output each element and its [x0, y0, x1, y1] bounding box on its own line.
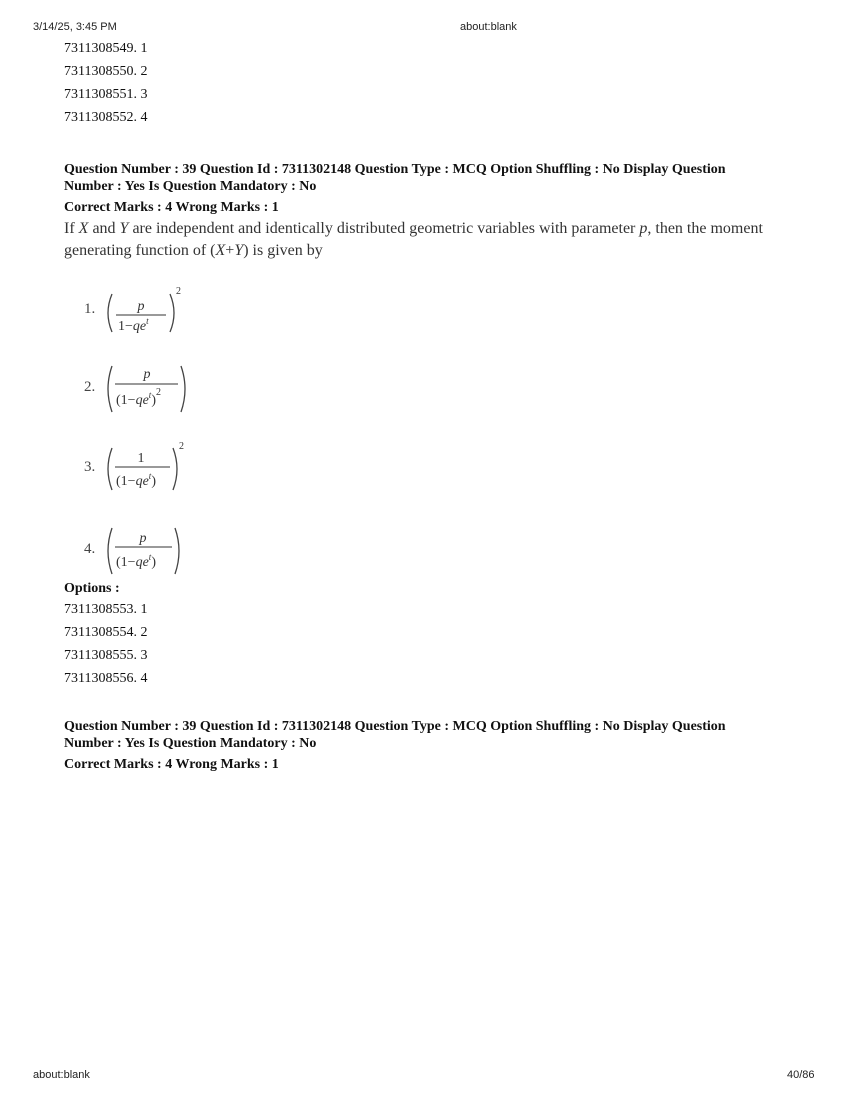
question-marks: Correct Marks : 4 Wrong Marks : 1 — [64, 200, 279, 215]
question-meta — [64, 161, 804, 195]
option-4: 7311308556. 4 — [64, 671, 148, 686]
choice-2 — [80, 358, 200, 425]
next-question-meta-line1: Question Number : 39 Question Id : 7311302148 Question Type : MCQ Option Shuffling : No Display Question — [64, 719, 726, 734]
svg-text:1−qet: $1-qe^t$ — [118, 316, 149, 334]
svg-text:(1−qet): $(1-qe^t)$ — [116, 552, 156, 570]
choice-2-number: 2. — [84, 379, 96, 395]
prev-option-3: 7311308551. 3 — [64, 87, 148, 102]
svg-text:(1−qet): $(1-qe^t)$ — [116, 471, 156, 489]
choice-1 — [80, 282, 200, 349]
next-question-meta-line2: Number : Yes Is Question Mandatory : No — [64, 736, 317, 751]
choice-4-number: 4. — [84, 541, 96, 557]
footer-url: about:blank — [33, 1069, 90, 1081]
choice-1-exponent: 2 — [176, 286, 181, 297]
choice-4 — [80, 520, 200, 587]
prev-option-2: 7311308550. 2 — [64, 64, 148, 79]
choice-2-numerator: p — [143, 367, 151, 382]
next-question-meta — [64, 718, 804, 752]
choice-1-numerator: p — [137, 299, 145, 314]
print-page-title: about:blank — [460, 21, 517, 33]
choice-4-numerator: p — [139, 531, 147, 546]
next-question-marks: Correct Marks : 4 Wrong Marks : 1 — [64, 757, 279, 772]
option-1: 7311308553. 1 — [64, 602, 148, 617]
prev-option-4: 7311308552. 4 — [64, 110, 148, 125]
prev-option-1: 7311308549. 1 — [64, 41, 148, 56]
svg-text:(1−qet)2: $(1-qe^t)^2$ — [116, 387, 161, 408]
choice-3 — [80, 440, 200, 507]
choice-1-number: 1. — [84, 301, 96, 317]
option-2: 7311308554. 2 — [64, 625, 148, 640]
question-meta-line1: Question Number : 39 Question Id : 7311302148 Question Type : MCQ Option Shuffling : No Display Question — [64, 162, 726, 177]
question-text: If X and Y are independent and identically distributed geometric variables with parameter p, then the moment generating function of (X+Y) is given by — [64, 220, 763, 259]
option-3: 7311308555. 3 — [64, 648, 148, 663]
footer-page-number: 40/86 — [787, 1069, 815, 1081]
choice-3-exponent: 2 — [179, 441, 184, 452]
print-datetime: 3/14/25, 3:45 PM — [33, 21, 117, 33]
choice-3-number: 3. — [84, 459, 96, 475]
options-label: Options : — [64, 581, 120, 596]
choice-3-numerator: 1 — [137, 451, 145, 466]
question-meta-line2: Number : Yes Is Question Mandatory : No — [64, 179, 317, 194]
